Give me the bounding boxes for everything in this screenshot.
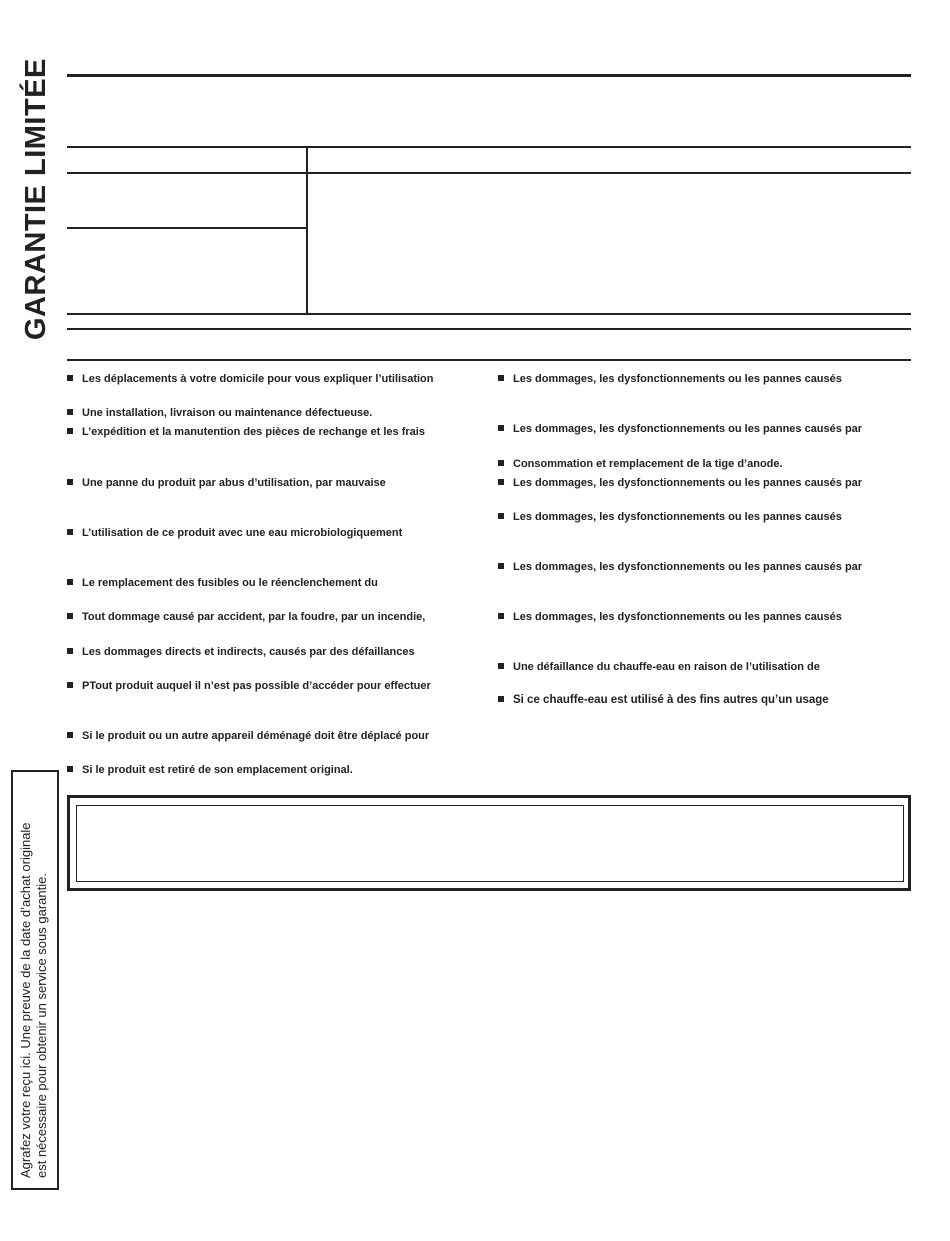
bullet-square-icon (498, 696, 504, 702)
receipt-line-2: est nécessaire pour obtenir un service sous garantie. (34, 873, 49, 1178)
exclusion-item: Si le produit ou un autre appareil déménagé doit être déplacé pour (67, 730, 429, 742)
exclusion-item: Si ce chauffe-eau est utilisé à des fins autres qu’un usage (498, 694, 829, 706)
exclusion-item: Les dommages, les dysfonctionnements ou les pannes causés par (498, 561, 862, 573)
bullet-square-icon (67, 613, 73, 619)
exclusion-item: Si le produit est retiré de son emplacement original. (67, 764, 353, 776)
exclusion-item: Le remplacement des fusibles ou le réenclenchement du (67, 577, 378, 589)
table-top-rule (67, 146, 911, 148)
bullet-square-icon (498, 425, 504, 431)
section-rule-2 (67, 359, 911, 361)
bullet-square-icon (498, 460, 504, 466)
receipt-instructions (18, 778, 50, 1178)
bullet-square-icon (67, 375, 73, 381)
bullet-square-icon (67, 579, 73, 585)
table-column-divider (306, 146, 308, 314)
exclusion-item: Les dommages, les dysfonctionnements ou les pannes causés par (498, 477, 862, 489)
bullet-square-icon (498, 663, 504, 669)
bullet-square-icon (498, 613, 504, 619)
bullet-square-icon (498, 563, 504, 569)
receipt-line-1: Agrafez votre reçu ici. Une preuve de la date d’achat originale (18, 822, 33, 1178)
bullet-square-icon (67, 648, 73, 654)
exclusion-item: Une panne du produit par abus d’utilisation, par mauvaise (67, 477, 386, 489)
exclusion-item: Consommation et remplacement de la tige d’anode. (498, 458, 783, 470)
table-left-row-divider (67, 227, 307, 229)
exclusion-item: Les dommages, les dysfonctionnements ou les pannes causés (498, 611, 842, 623)
exclusion-item: Une installation, livraison ou maintenance défectueuse. (67, 407, 372, 419)
notice-box-inner (76, 805, 904, 882)
exclusion-item: Les déplacements à votre domicile pour vous expliquer l’utilisation (67, 373, 433, 385)
exclusion-item: Les dommages, les dysfonctionnements ou les pannes causés (498, 511, 842, 523)
table-bottom-rule (67, 313, 911, 315)
bullet-square-icon (67, 409, 73, 415)
bullet-square-icon (67, 479, 73, 485)
top-rule (67, 74, 911, 77)
table-header-rule (67, 172, 911, 174)
bullet-square-icon (498, 375, 504, 381)
section-rule-1 (67, 328, 911, 330)
bullet-square-icon (67, 732, 73, 738)
page-title: GARANTIE LIMITÉE (20, 58, 52, 340)
exclusion-item: L’expédition et la manutention des pièces de rechange et les frais (67, 426, 425, 438)
exclusion-item: Tout dommage causé par accident, par la foudre, par un incendie, (67, 611, 425, 623)
exclusion-item: PTout produit auquel il n’est pas possible d’accéder pour effectuer (67, 680, 431, 692)
exclusion-item: Les dommages, les dysfonctionnements ou les pannes causés par (498, 423, 862, 435)
bullet-square-icon (67, 766, 73, 772)
exclusion-item: Une défaillance du chauffe-eau en raison de l’utilisation de (498, 661, 820, 673)
exclusion-item: L’utilisation de ce produit avec une eau microbiologiquement (67, 527, 402, 539)
bullet-square-icon (498, 479, 504, 485)
bullet-square-icon (67, 529, 73, 535)
exclusion-item: Les dommages, les dysfonctionnements ou les pannes causés (498, 373, 842, 385)
bullet-square-icon (498, 513, 504, 519)
exclusion-item: Les dommages directs et indirects, causés par des défaillances (67, 646, 415, 658)
bullet-square-icon (67, 682, 73, 688)
bullet-square-icon (67, 428, 73, 434)
